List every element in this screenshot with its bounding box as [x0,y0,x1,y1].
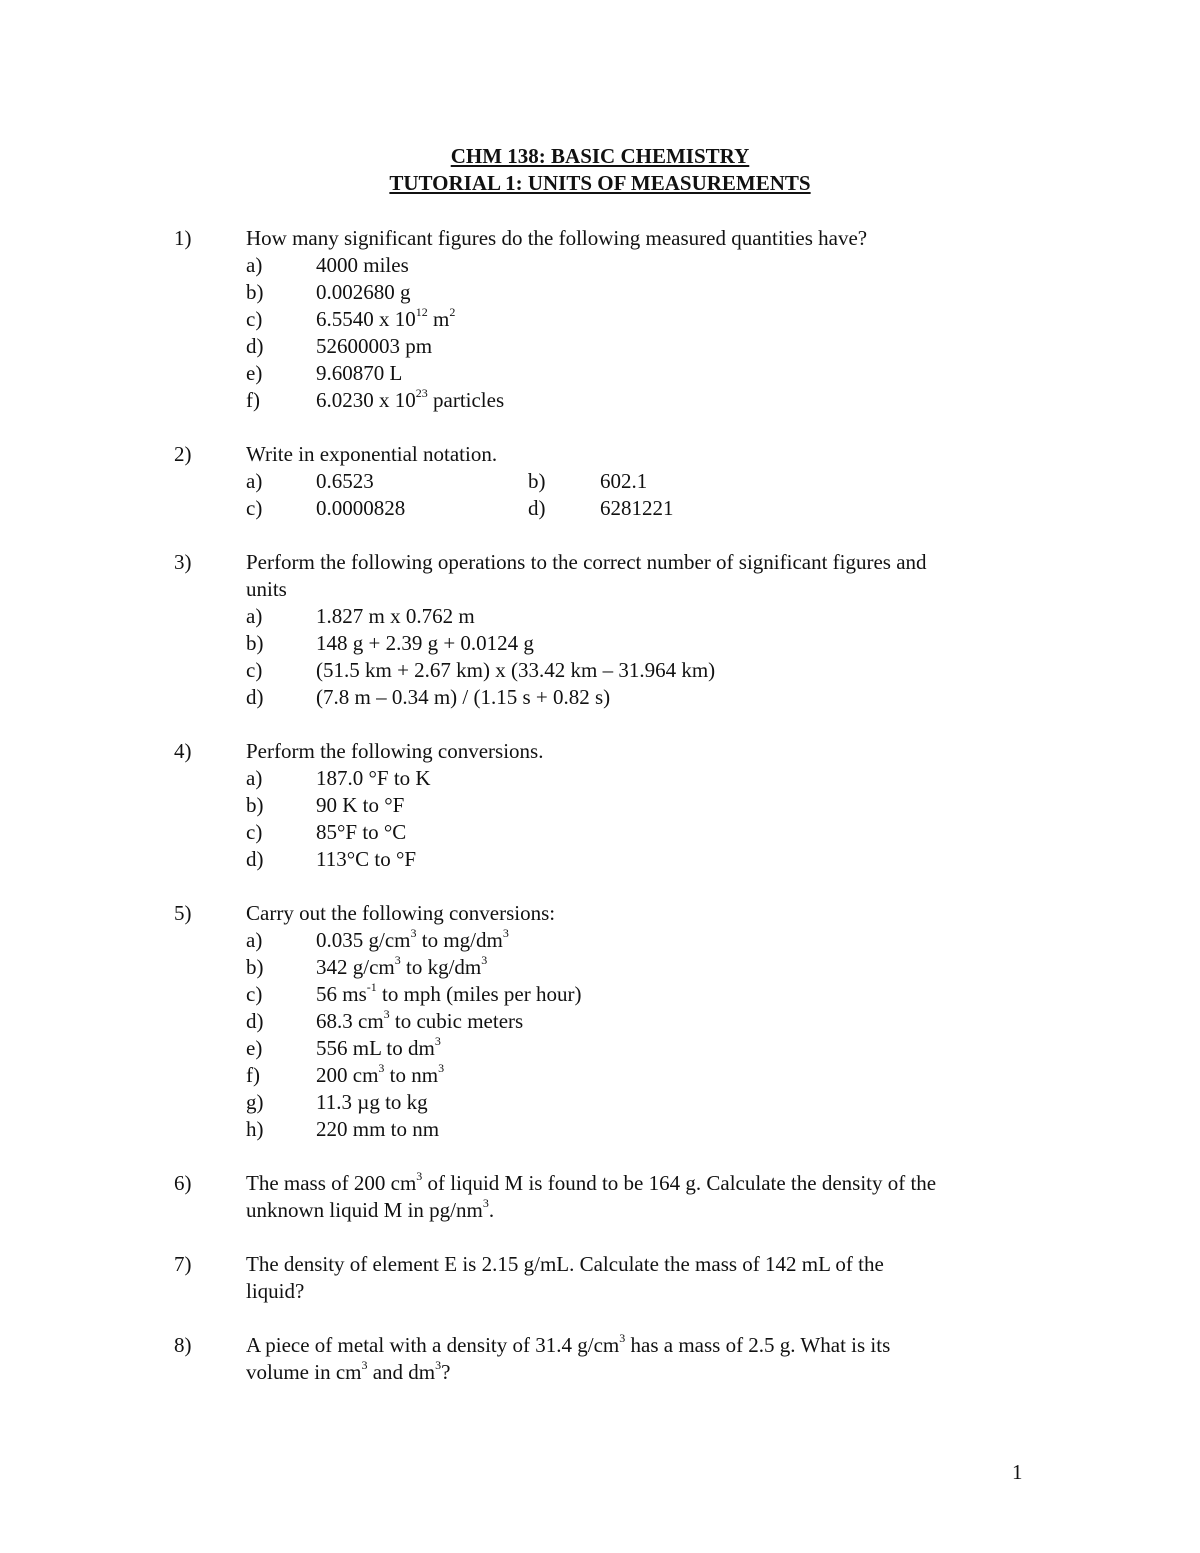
question-number: 7) [174,1252,192,1276]
item-value: 148 g + 2.39 g + 0.0124 g [316,631,534,655]
item-value: 68.3 $cm^3$ to cubic meters [316,1007,524,1033]
item-value: 56 $ms^{-1}$ to mph (miles per hour) [316,980,582,1006]
item-value: 6281221 [600,496,674,520]
item-value: 1.827 m x 0.762 m [316,604,475,628]
question-text: A piece of metal with a density of 31.4 $g/cm^3$ has a mass of 2.5 g. What is its [246,1331,891,1357]
item-value: 6.0230 x $10^{23}$ particles [316,386,505,412]
item-value: 0.035 $g/cm^3$ to $mg/dm^3$ [316,926,509,952]
item-label: c) [246,982,263,1006]
question-text: units [246,577,287,601]
item-label: h) [246,1117,264,1141]
item-label: b) [246,793,264,817]
course-title: CHM 138: BASIC CHEMISTRY [450,144,750,168]
question-number: 4) [174,739,192,763]
item-label: f) [246,1063,260,1087]
item-label: c) [246,820,263,844]
item-label: d) [246,1009,264,1033]
item-label: b) [246,955,264,979]
item-label: d) [246,847,264,871]
item-label: a) [246,604,263,628]
item-label: a) [246,928,263,952]
item-label: d) [246,334,264,358]
item-value: 602.1 [600,469,648,493]
item-label: a) [246,469,263,493]
question-text: Write in exponential notation. [246,442,498,466]
item-label: e) [246,1036,263,1060]
item-value: 342 $g/cm^3$ to $kg/dm^3$ [316,953,488,979]
item-value: 200 $cm^3$ to $nm^3$ [316,1061,445,1087]
item-value: 0.002680 g [316,280,411,304]
item-label: c) [246,658,263,682]
item-value: 113°C to °F [316,847,417,871]
item-value: (51.5 km + 2.67 km) x (33.42 km – 31.964 km) [316,658,716,682]
question-number: 6) [174,1171,192,1195]
question-text: How many significant figures do the following measured quantities have? [246,226,868,250]
question-text: unknown liquid M in $pg/nm^3$. [246,1196,495,1222]
question-text: liquid? [246,1279,305,1303]
question-number: 1) [174,226,192,250]
item-label: a) [246,253,263,277]
item-label: b) [246,280,264,304]
question-number: 8) [174,1333,192,1357]
item-label: e) [246,361,263,385]
item-label: f) [246,388,260,412]
item-value: 52600003 pm [316,334,433,358]
question-text: Perform the following conversions. [246,739,544,763]
item-value: 9.60870 L [316,361,403,385]
item-label: b) [246,631,264,655]
item-value: 11.3 µg to kg [316,1090,428,1114]
page-number: 1 [1012,1460,1023,1484]
item-value: 187.0 °F to K [316,766,431,790]
tutorial-title: TUTORIAL 1: UNITS OF MEASUREMENTS [389,171,811,195]
item-value: 6.5540 x $10^{12}$ $m^2$ [316,305,456,331]
item-label: d) [528,496,546,520]
item-label: c) [246,307,263,331]
question-text: Perform the following operations to the correct number of significant figures and [246,550,927,574]
question-number: 2) [174,442,192,466]
item-label: c) [246,496,263,520]
item-value: 556 mL to $dm^3$ [316,1034,441,1060]
question-text: The mass of 200 $cm^3$ of liquid M is found to be 164 g. Calculate the density of the [246,1169,937,1195]
item-value: (7.8 m – 0.34 m) / (1.15 s + 0.82 s) [316,685,611,709]
item-value: 4000 miles [316,253,409,277]
question-number: 5) [174,901,192,925]
item-value: 90 K to °F [316,793,405,817]
item-value: 85°F to °C [316,820,407,844]
question-number: 3) [174,550,192,574]
item-label: b) [528,469,546,493]
item-label: d) [246,685,264,709]
question-text: Carry out the following conversions: [246,901,556,925]
item-value: 0.6523 [316,469,374,493]
question-text: The density of element E is 2.15 g/mL. Calculate the mass of 142 mL of the [246,1252,884,1276]
item-label: a) [246,766,263,790]
question-text: volume in $cm^3$ and $dm^3$? [246,1358,451,1384]
item-label: g) [246,1090,264,1114]
item-value: 220 mm to nm [316,1117,440,1141]
item-value: 0.0000828 [316,496,406,520]
